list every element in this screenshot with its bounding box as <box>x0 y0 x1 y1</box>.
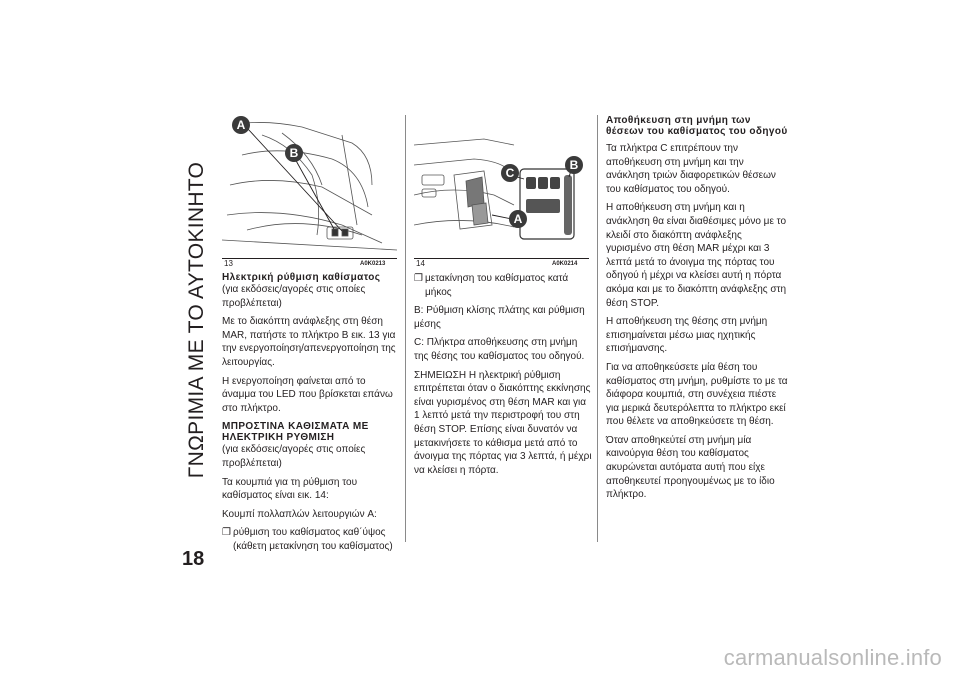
paragraph-multifunction-button: Κουμπί πολλαπλών λειτουργιών A: <box>222 508 377 520</box>
heading-front-electric-seats-note: (για εκδόσεις/αγορές στις οποίες προβλέπεται) <box>222 444 366 469</box>
paragraph-memory-intro: Τα πλήκτρα C επιτρέπουν την αποθήκευση στη μνήμη και την ανάκληση τριών διαφορετικών θέσεων του καθίσματος του οδηγού. <box>606 143 776 195</box>
checkbox-bullet-icon: ❐ <box>222 527 231 539</box>
label-b2-text: B <box>569 158 579 172</box>
label-b-text: B <box>289 146 299 160</box>
section-side-title <box>172 110 222 530</box>
paragraph-memory-buttons: C: Πλήκτρα αποθήκευσης στη μνήμη της θέσης του καθίσματος του οδηγού. <box>414 337 585 362</box>
figure-13-code: A0K0213 <box>360 261 386 267</box>
label-a2-badge <box>509 210 527 228</box>
watermark: carmanualsonline.info <box>723 645 942 670</box>
seat-controls-drawing <box>414 115 589 255</box>
figure-14-code: A0K0214 <box>552 261 578 267</box>
label-c-text: C <box>505 166 515 180</box>
paragraph-seat-buttons: Τα κουμπιά για τη ρύθμιση του καθίσματος είναι εικ. 14: <box>222 476 358 502</box>
side-title-text: ΓΝΩΡΙΜΙΑ ΜΕ ΤΟ ΑΥΤΟΚΙΝΗΤΟ <box>185 161 209 479</box>
column-divider-2 <box>597 115 598 542</box>
figure-14-rule <box>414 258 589 259</box>
figure-13-rule <box>222 258 397 259</box>
text-column-3 <box>606 115 788 507</box>
paragraph-note: ΣΗΜΕΙΩΣΗ Η ηλεκτρική ρύθμιση επιτρέπεται όταν ο διακόπτης εκκίνησης είναι γυρισμένος στη θέση MAR και για 1 λεπτό μετά την περιστροφή του στη θέση STOP. Επίσης είναι δυνατόν να μετακινήσετε το κάθισμα μετά από το άνοιγμα της πόρτας για 3 λεπτά, ή μέχρι να κλείσει η πόρτα. <box>414 369 592 476</box>
figure-13-seat-illustration <box>222 115 397 255</box>
figure-14-seat-controls-illustration <box>414 115 589 255</box>
paragraph-memory-availability: Η αποθήκευση στη μνήμη και η ανάκληση θα είναι διαθέσιμες μόνο με το κλειδί στο διακόπτη ανάφλεξης γυρισμένο στη θέση MAR μέχρι και 3 λεπτά μετά το άνοιγμα της πόρτας του οδηγού ή μέχρι να κλείσει αυτή η πόρτα ακόμα και με το διακόπτη ανάφλεξης στη θέση STOP. <box>606 202 787 309</box>
paragraph-backrest-adjustment: B: Ρύθμιση κλίσης πλάτης και ρύθμιση μέσης <box>414 305 585 330</box>
heading-seat-memory: Αποθήκευση στη μνήμη των θέσεων του καθίσματος του οδηγού <box>606 115 788 137</box>
label-a-text: A <box>236 118 246 132</box>
memory-buttons-panel <box>520 169 574 239</box>
bullet-longitudinal-movement-text: μετακίνηση του καθίσματος κατά μήκος <box>425 273 569 298</box>
figure-14-number: 14 <box>416 259 425 268</box>
label-b2-badge <box>565 156 583 174</box>
label-c-badge <box>501 164 519 182</box>
paragraph-memory-overwrite: Όταν αποθηκεύτεί στη μνήμη μία καινούργια θέση του καθίσματος ακυρώνεται αυτόματα αυτή που είχε αποθηκευτεί προηγουμένως με το ίδιο πλήκτρο. <box>606 434 775 501</box>
label-a-badge <box>232 116 250 134</box>
text-column-1 <box>222 272 400 559</box>
checkbox-bullet-icon: ❐ <box>414 273 423 284</box>
bullet-height-adjustment-text: ρύθμιση του καθίσματος καθ΄ύψος (κάθετη μετακίνηση του καθίσματος) <box>233 527 393 552</box>
leader-line-a2 <box>492 215 512 219</box>
page-number: 18 <box>182 548 205 570</box>
seat-side-drawing <box>222 115 397 255</box>
figure-13-number: 13 <box>224 259 233 268</box>
bullet-longitudinal-movement <box>414 272 592 299</box>
column-divider-1 <box>405 115 406 542</box>
paragraph-memory-store: Για να αποθηκεύσετε μία θέση του καθίσματος στη μνήμη, ρυθμίστε το με τα διάφορα κουμπιά, στη συνέχεια πιέστε για μερικά δευτερόλεπτα το πλήκτρο εκεί που θέλετε να αποθηκεύσετε τη θέση. <box>606 361 788 428</box>
label-b-badge <box>285 144 303 162</box>
label-a2-text: A <box>513 212 523 226</box>
text-column-2 <box>414 272 592 482</box>
paragraph-led: Η ενεργοποίηση φαίνεται από το άναμμα του LED που βρίσκεται επάνω στο πλήκτρο. <box>222 375 393 414</box>
paragraph-activation: Με το διακόπτη ανάφλεξης στη θέση MAR, πατήστε το πλήκτρο B εικ. 13 για την ενεργοποίηση/απενεργοποίηση της λειτουργίας. <box>222 316 396 368</box>
heading-front-electric-seats: ΜΠΡΟΣΤΙΝΑ ΚΑΘΙΣΜΑΤΑ ΜΕ ΗΛΕΚΤΡΙΚΗ ΡΥΘΜΙΣΗ <box>222 421 369 444</box>
heading-electric-seat-adjustment-note: (για εκδόσεις/αγορές στις οποίες προβλέπεται) <box>222 284 366 309</box>
bullet-height-adjustment <box>222 526 400 553</box>
paragraph-memory-beep: Η αποθήκευση της θέσης στη μνήμη επισημαίνεται μέσω μιας ηχητικής επισήμανσης. <box>606 316 768 355</box>
heading-electric-seat-adjustment: Ηλεκτρική ρύθμιση καθίσματος <box>222 272 381 283</box>
